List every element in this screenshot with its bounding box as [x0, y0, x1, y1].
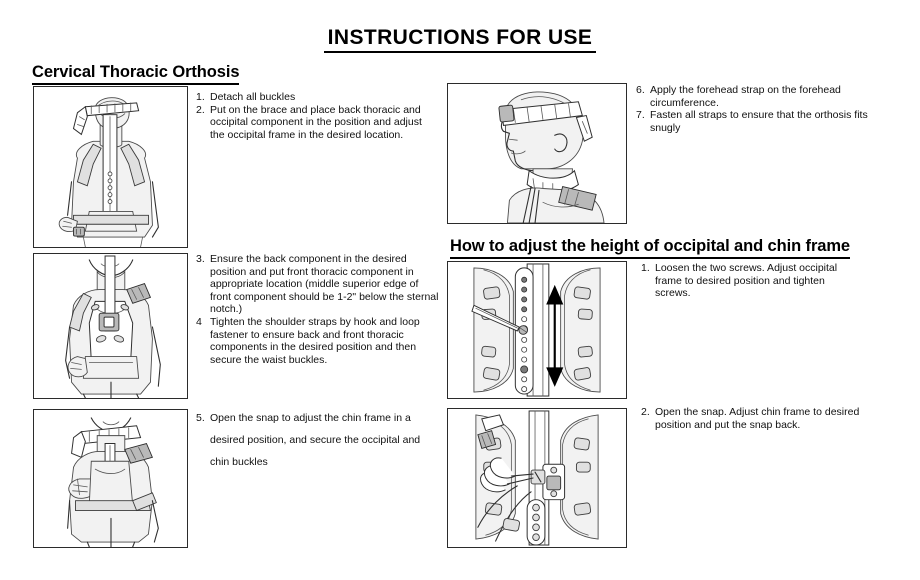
section-heading-cervical-thoracic-orthosis — [32, 63, 239, 85]
instruction-list-steps-3-4 — [196, 253, 442, 366]
step-number: 5. — [196, 412, 205, 424]
illustration-panel-front-thoracic-component — [33, 253, 188, 399]
step-number: 2. — [196, 103, 205, 116]
section-heading-text: How to adjust the height of occipital and chin frame — [450, 237, 850, 259]
step-text: Put on the brace and place back thoracic and occipital component in the position and adjust the occipital frame in the desired location. — [210, 103, 422, 141]
instruction-list-adjust-step-1 — [641, 262, 853, 300]
instruction-list-adjust-step-2 — [641, 406, 871, 431]
instruction-list-step-5 — [196, 407, 440, 473]
step-text: Fasten all straps to ensure that the orthosis fits snugly — [650, 109, 868, 134]
step-text: Open the snap to adjust the chin frame in a desired position, and secure the occipital and chin buckles — [210, 412, 421, 468]
instruction-step — [641, 262, 853, 300]
section-heading-text: Cervical Thoracic Orthosis — [32, 63, 239, 85]
step-text: Tighten the shoulder straps by hook and loop fastener to ensure back and front thoracic components in the desired position and then secure the waist buckles. — [210, 315, 420, 366]
step-number: 3. — [196, 253, 205, 265]
orthosis-back-view-drawing — [34, 87, 187, 247]
chin-frame-snap-adjust-drawing — [448, 409, 626, 547]
illustration-panel-occipital-height-adjust — [447, 261, 627, 399]
illustration-panel-chin-frame-snap — [33, 409, 188, 548]
forehead-strap-side-view-drawing — [448, 84, 626, 223]
orthosis-chin-frame-drawing — [34, 410, 187, 547]
occipital-frame-screw-adjust-drawing — [448, 262, 626, 398]
instruction-step — [636, 109, 888, 134]
illustration-panel-forehead-strap — [447, 83, 627, 224]
instruction-step — [641, 406, 871, 431]
step-text: Loosen the two screws. Adjust occipital frame to desired position and tighten screws. — [655, 262, 838, 300]
instruction-list-steps-1-2 — [196, 91, 436, 141]
instruction-step — [196, 91, 436, 104]
step-text: Ensure the back component in the desired position and put front thoracic component in appropriate location (middle superior edge of front component should be 1-2" below the sternal notch.) — [210, 253, 439, 316]
instruction-step — [196, 316, 442, 366]
step-number: 4 — [196, 315, 202, 328]
step-number: 6. — [636, 84, 645, 96]
step-number: 2. — [641, 406, 650, 418]
step-text: Apply the forehead strap on the forehead circumference. — [650, 84, 841, 109]
orthosis-front-view-drawing — [34, 254, 187, 398]
instruction-step — [196, 407, 440, 473]
instruction-step — [636, 84, 888, 109]
step-number: 1. — [641, 262, 650, 274]
step-text: Detach all buckles — [210, 91, 296, 103]
instruction-step — [196, 253, 442, 316]
page-title — [0, 26, 920, 53]
instruction-step — [196, 104, 436, 142]
illustration-panel-donning-back-view — [33, 86, 188, 248]
page-title-text: INSTRUCTIONS FOR USE — [324, 26, 597, 53]
instruction-list-steps-6-7 — [636, 84, 888, 134]
step-number: 7. — [636, 109, 645, 122]
step-number: 1. — [196, 91, 205, 103]
section-heading-height-adjustment — [450, 237, 850, 259]
illustration-panel-chin-snap-adjust — [447, 408, 627, 548]
step-text: Open the snap. Adjust chin frame to desired position and put the snap back. — [655, 406, 860, 431]
